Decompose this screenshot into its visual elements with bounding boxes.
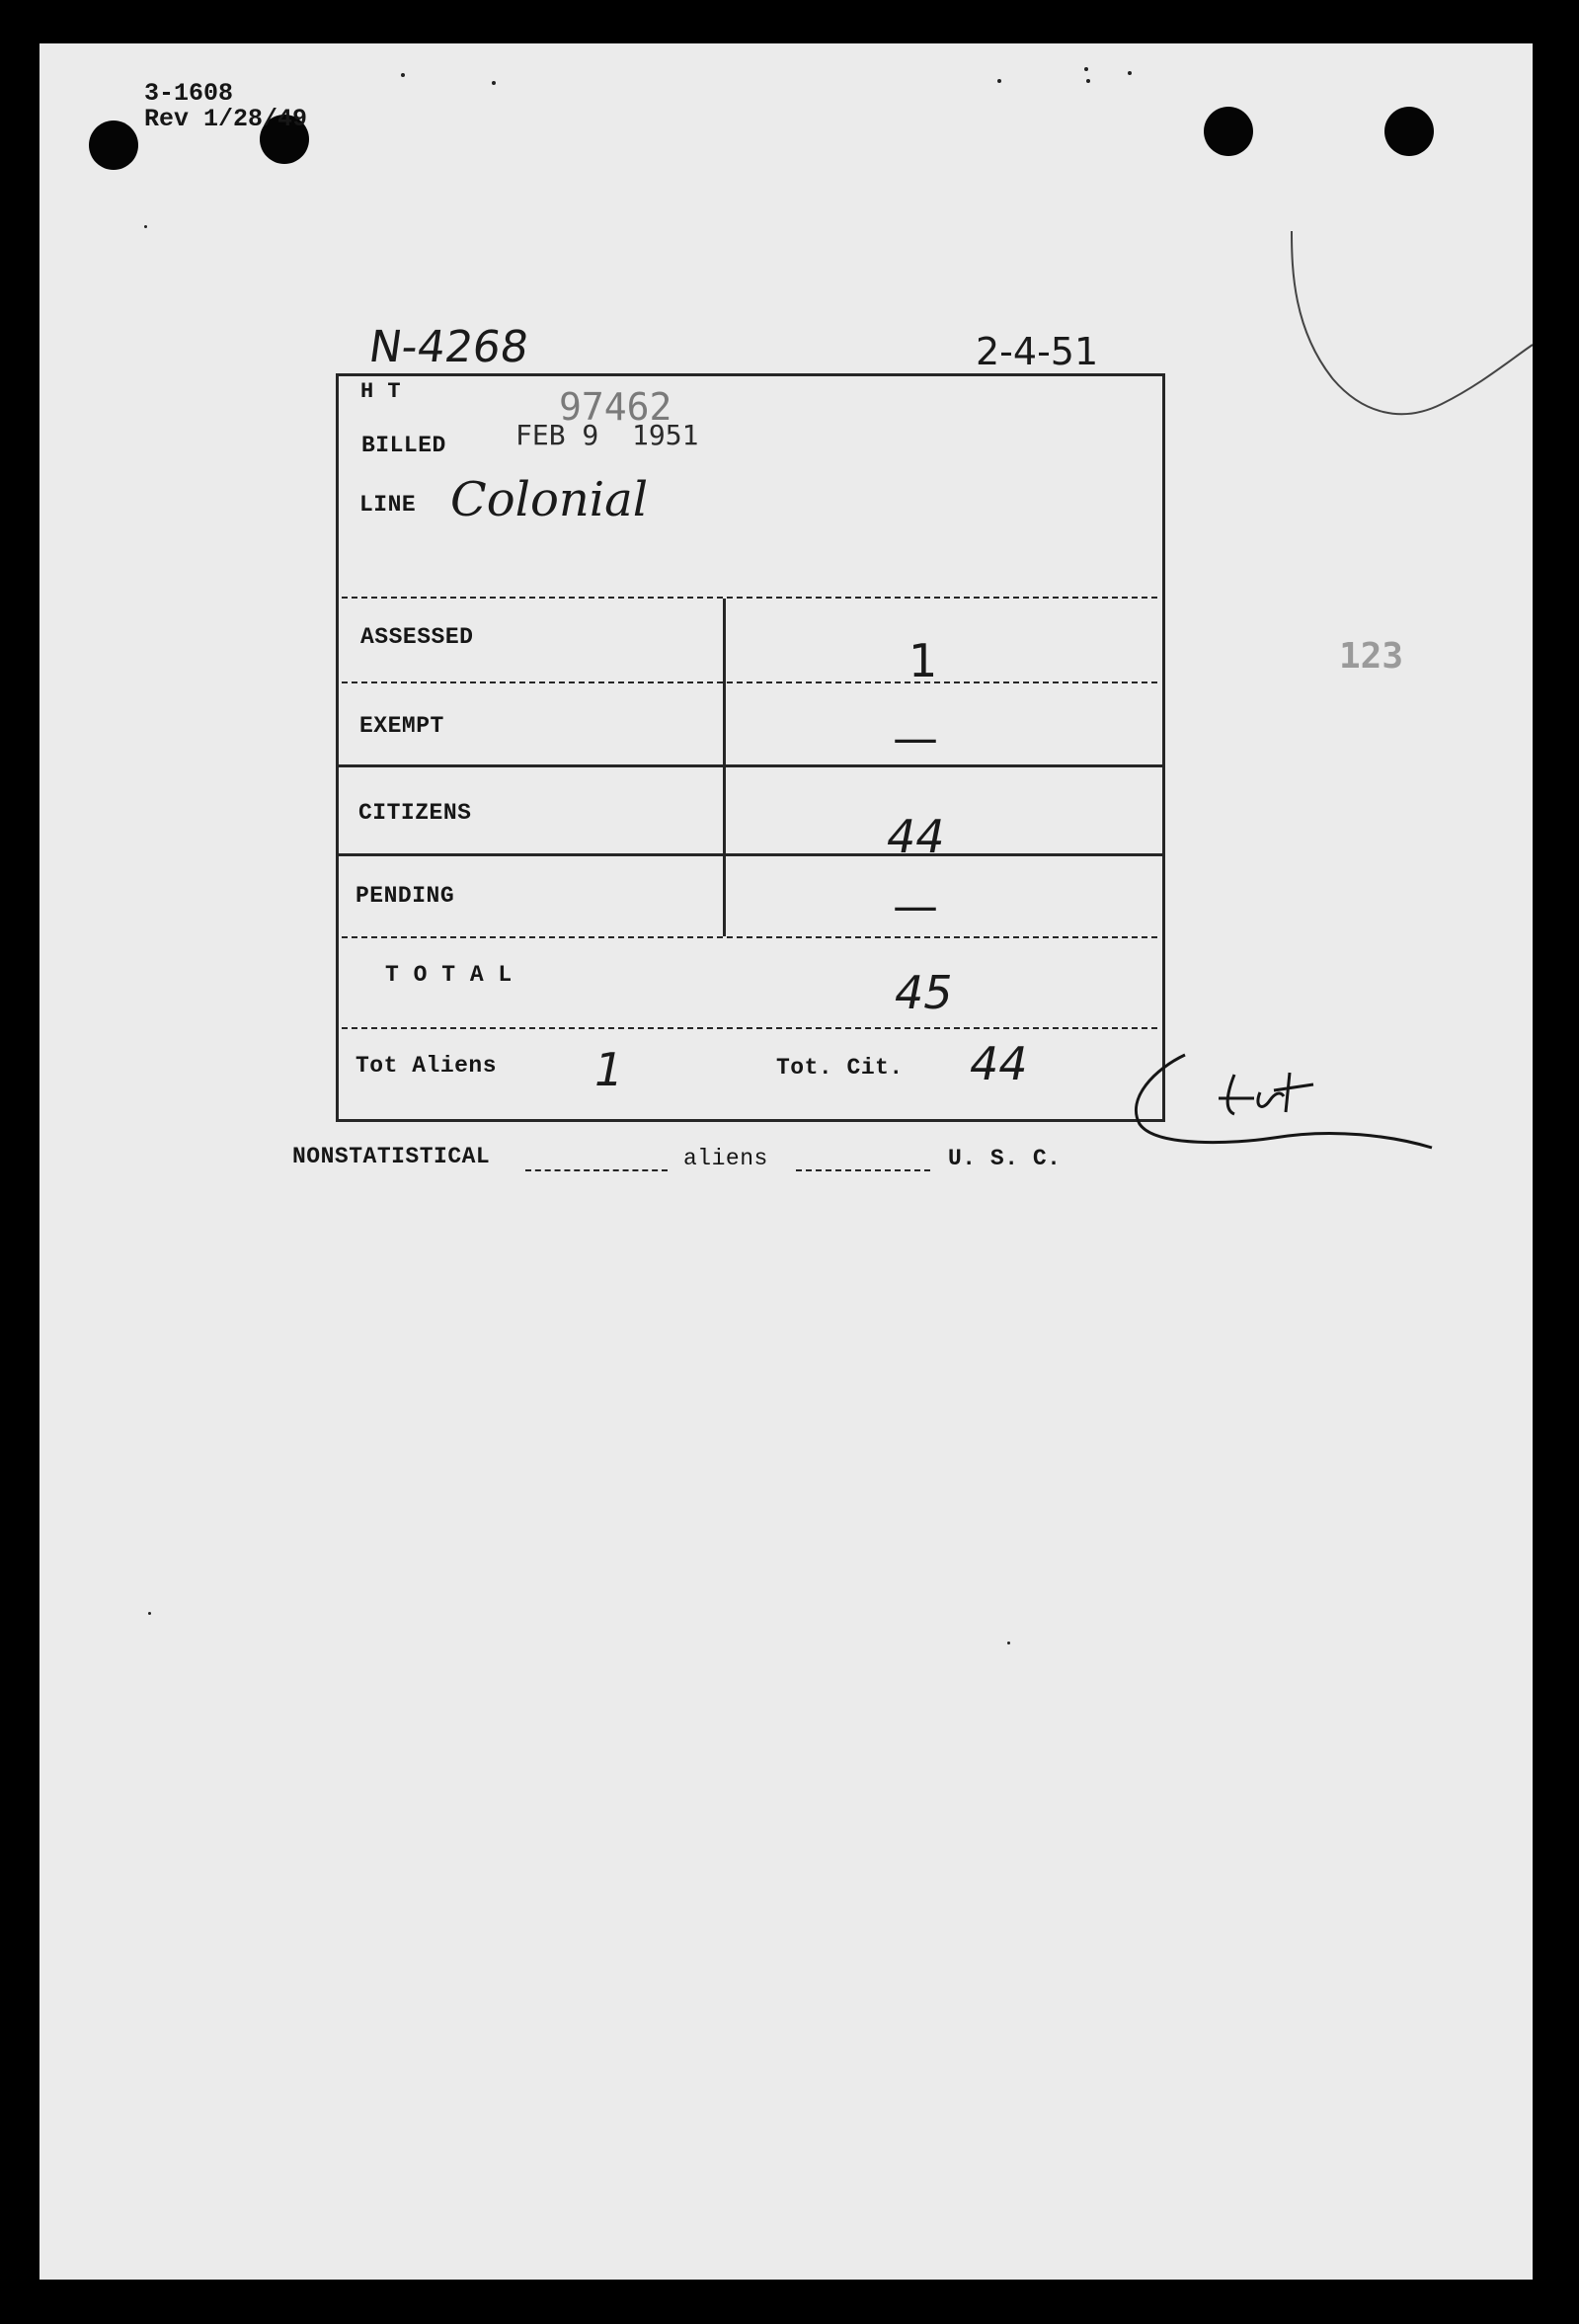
total-value: 45 (895, 966, 953, 1019)
line-label: LINE (359, 492, 417, 518)
citizens-label: CITIZENS (358, 800, 472, 826)
tot-cit-label: Tot. Cit. (776, 1055, 904, 1081)
page-number: 123 (1339, 636, 1404, 677)
initials-text (1209, 1061, 1266, 1100)
pending-label: PENDING (355, 883, 455, 909)
initials-signature (1116, 1049, 1442, 1171)
billed-label: BILLED (361, 433, 446, 458)
form-revision: Rev 1/28/49 (144, 105, 308, 133)
ink-speck (144, 225, 147, 228)
exempt-label: EXEMPT (359, 713, 444, 739)
aliens-blank (796, 1169, 930, 1171)
exempt-value: — (893, 711, 938, 764)
table-divider (342, 597, 1157, 599)
tot-aliens-label: Tot Aliens (355, 1053, 498, 1079)
ink-speck (997, 79, 1001, 83)
assessed-label: ASSESSED (360, 624, 474, 650)
table-divider (342, 681, 1157, 683)
column-divider (723, 599, 726, 936)
table-divider (336, 853, 1165, 856)
footer-aliens-label: aliens (683, 1146, 768, 1171)
table-divider (342, 1027, 1157, 1029)
billed-date-stamp: FEB 9 1951 (515, 419, 699, 451)
document-page (39, 43, 1533, 2280)
punch-hole-right-1 (1204, 107, 1253, 156)
file-number: N-4268 (365, 322, 532, 372)
pending-value: — (893, 879, 938, 932)
table-divider (342, 936, 1157, 938)
punch-hole-left-1 (89, 120, 138, 170)
citizens-value: 44 (887, 810, 945, 863)
ink-speck (148, 1612, 151, 1615)
nonstatistical-label: NONSTATISTICAL (292, 1144, 491, 1169)
form-number: 3-1608 (144, 79, 234, 108)
ink-speck (492, 81, 496, 85)
ink-speck (401, 73, 405, 77)
ink-speck (1007, 1642, 1010, 1644)
table-divider (336, 764, 1165, 767)
ink-speck (1086, 79, 1090, 83)
punch-hole-right-2 (1384, 107, 1434, 156)
ink-speck (1084, 67, 1088, 71)
total-label: T O T A L (385, 962, 513, 988)
ht-label: H T (360, 379, 402, 404)
assessed-value: 1 (908, 634, 938, 687)
line-value: Colonial (450, 472, 649, 527)
tot-aliens-value: 1 (594, 1043, 624, 1096)
ht-number-stamp: 97462 (559, 385, 672, 429)
nonstatistical-blank (525, 1169, 668, 1171)
tot-cit-value: 44 (970, 1037, 1028, 1090)
pencil-curve-mark (1244, 192, 1533, 439)
header-date: 2-4-51 (976, 330, 1099, 373)
ink-speck (1128, 71, 1132, 75)
usc-label: U. S. C. (948, 1146, 1062, 1171)
